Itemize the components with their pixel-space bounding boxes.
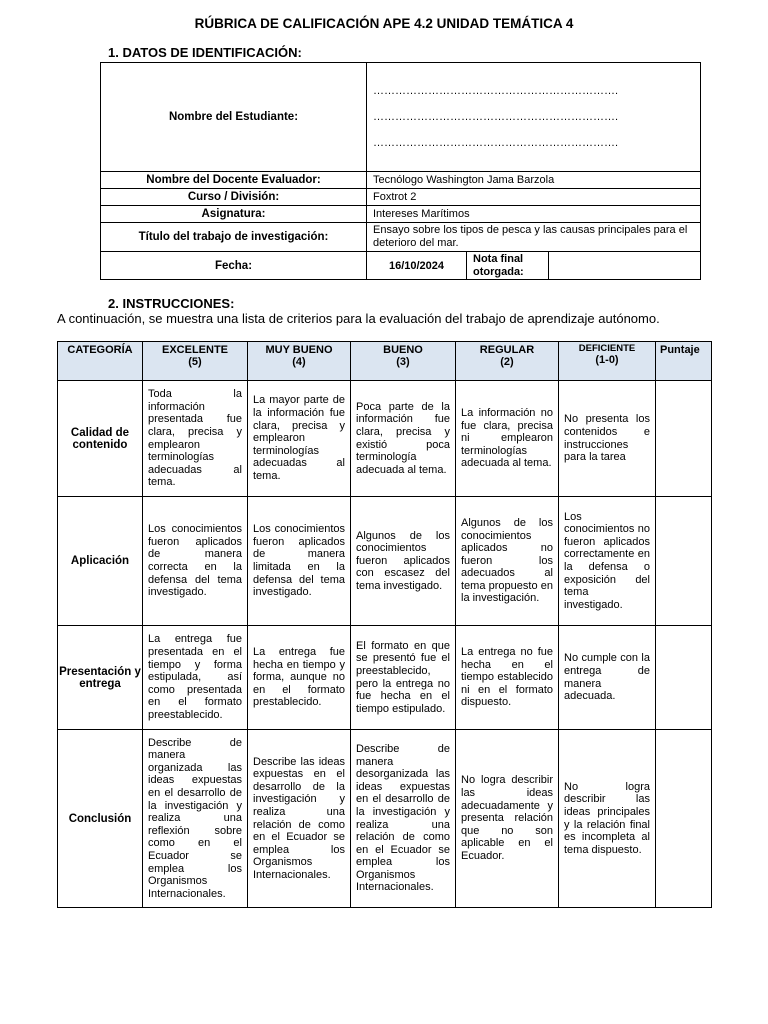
grade-label: Nota final otorgada:: [467, 252, 549, 280]
research-row: [101, 223, 701, 252]
teacher-value: Tecnólogo Washington Jama Barzola: [367, 172, 701, 189]
document-title: RÚBRICA DE CALIFICACIÓN APE 4.2 UNIDAD TEMÁTICA 4: [194, 16, 574, 31]
cell-excelente: Toda la información presentada fue clara, precisa y emplearon terminologías adecuadas al tema.: [143, 381, 248, 497]
student-row: [101, 63, 701, 172]
grade-field[interactable]: [549, 252, 701, 280]
score-cell[interactable]: [656, 730, 712, 908]
category-cell: Calidad de contenido: [58, 381, 143, 497]
rubric-row-conclusion: [58, 730, 712, 908]
category-cell: Conclusión: [58, 730, 143, 908]
header-excelente: EXCELENTE (5): [143, 342, 248, 381]
rubric-table: [57, 341, 712, 908]
cell-deficiente: No cumple con la entrega de manera adecuada.: [559, 626, 656, 730]
category-cell: Presentación y entrega: [58, 626, 143, 730]
section-instructions-title: 2. INSTRUCCIONES:: [108, 296, 235, 311]
cell-deficiente: No logra describir las ideas principales y la relación final es incompleta al tema dispuesto.: [559, 730, 656, 908]
cell-bueno: El formato en que se presentó fue el preestablecido, pero la entrega no fue hecha en el tiempo estipulado.: [351, 626, 456, 730]
course-label: Curso / División:: [101, 189, 367, 206]
rubric-row-calidad: [58, 381, 712, 497]
cell-regular: No logra describir las ideas adecuadamente y presenta relación que no son aplicable en el Ecuador.: [456, 730, 559, 908]
subject-label: Asignatura:: [101, 206, 367, 223]
cell-regular: La información no fue clara, precisa ni emplearon terminologías adecuada al tema.: [456, 381, 559, 497]
date-label: Fecha:: [101, 252, 367, 280]
teacher-row: [101, 172, 701, 189]
cell-regular: Algunos de los conocimientos aplicados no fueron los adecuados al tema propuesto en la investigación.: [456, 497, 559, 626]
teacher-label: Nombre del Docente Evaluador:: [101, 172, 367, 189]
student-line-1: ………………………………………………………….: [373, 85, 619, 97]
header-muy-bueno: MUY BUENO (4): [248, 342, 351, 381]
header-category: CATEGORÍA: [58, 342, 143, 381]
student-line-2: ………………………………………………………….: [373, 111, 619, 123]
research-value: Ensayo sobre los tipos de pesca y las causas principales para el deterioro del mar.: [367, 223, 701, 252]
cell-bueno: Poca parte de la información fue clara, precisa y existió poca terminología adecuada al tema.: [351, 381, 456, 497]
score-cell[interactable]: [656, 381, 712, 497]
score-cell[interactable]: [656, 626, 712, 730]
student-line-3: ………………………………………………………….: [373, 137, 619, 149]
student-label: Nombre del Estudiante:: [101, 63, 367, 172]
cell-bueno: Describe de manera desorganizada las ideas expuestas en el desarrollo de la investigación y realiza una relación de como en el Ecuador se emplea los Organismos Internacionales.: [351, 730, 456, 908]
rubric-row-aplicacion: [58, 497, 712, 626]
category-cell: Aplicación: [58, 497, 143, 626]
instructions-text: A continuación, se muestra una lista de criterios para la evaluación del trabajo de aprendizaje autónomo.: [57, 311, 660, 326]
cell-excelente: La entrega fue presentada en el tiempo y forma estipulada, así como presentada en el formato preestablecido.: [143, 626, 248, 730]
cell-muy-bueno: La entrega fue hecha en tiempo y forma, aunque no en el formato prestablecido.: [248, 626, 351, 730]
header-regular: REGULAR (2): [456, 342, 559, 381]
rubric-header-row: [58, 342, 712, 381]
research-label: Título del trabajo de investigación:: [101, 223, 367, 252]
rubric-row-presentacion: [58, 626, 712, 730]
cell-deficiente: No presenta los contenidos e instrucciones para la tarea: [559, 381, 656, 497]
subject-row: [101, 206, 701, 223]
header-bueno: BUENO (3): [351, 342, 456, 381]
cell-muy-bueno: La mayor parte de la información fue clara, precisa y emplearon terminologías adecuadas al tema.: [248, 381, 351, 497]
cell-regular: La entrega no fue hecha en el tiempo establecido ni en el formato dispuesto.: [456, 626, 559, 730]
cell-excelente: Describe de manera organizada las ideas expuestas en el desarrollo de la investigación y realiza una reflexión sobre como en el Ecuador se emplea los Organismos Internacionales.: [143, 730, 248, 908]
cell-bueno: Algunos de los conocimientos fueron aplicados con escasez del tema investigado.: [351, 497, 456, 626]
cell-muy-bueno: Los conocimientos fueron aplicados de manera limitada en la defensa del tema investigado.: [248, 497, 351, 626]
subject-value: Intereses Marítimos: [367, 206, 701, 223]
date-value: 16/10/2024: [367, 252, 467, 280]
cell-deficiente: Los conocimientos no fueron aplicados correctamente en la defensa o exposición del tema investigado.: [559, 497, 656, 626]
course-value: Foxtrot 2: [367, 189, 701, 206]
header-deficiente: DEFICIENTE (1-0): [559, 342, 656, 381]
course-row: [101, 189, 701, 206]
header-puntaje: Puntaje: [656, 342, 712, 381]
identification-table: [100, 62, 701, 280]
student-name-field[interactable]: [367, 63, 701, 172]
section-identification-title: 1. DATOS DE IDENTIFICACIÓN:: [108, 45, 302, 60]
score-cell[interactable]: [656, 497, 712, 626]
date-row: [101, 252, 701, 280]
cell-muy-bueno: Describe las ideas expuestas en el desarrollo de la investigación y realiza una relación de como en el Ecuador se emplea los Organismos Internacionales.: [248, 730, 351, 908]
cell-excelente: Los conocimientos fueron aplicados de manera correcta en la defensa del tema investigado.: [143, 497, 248, 626]
